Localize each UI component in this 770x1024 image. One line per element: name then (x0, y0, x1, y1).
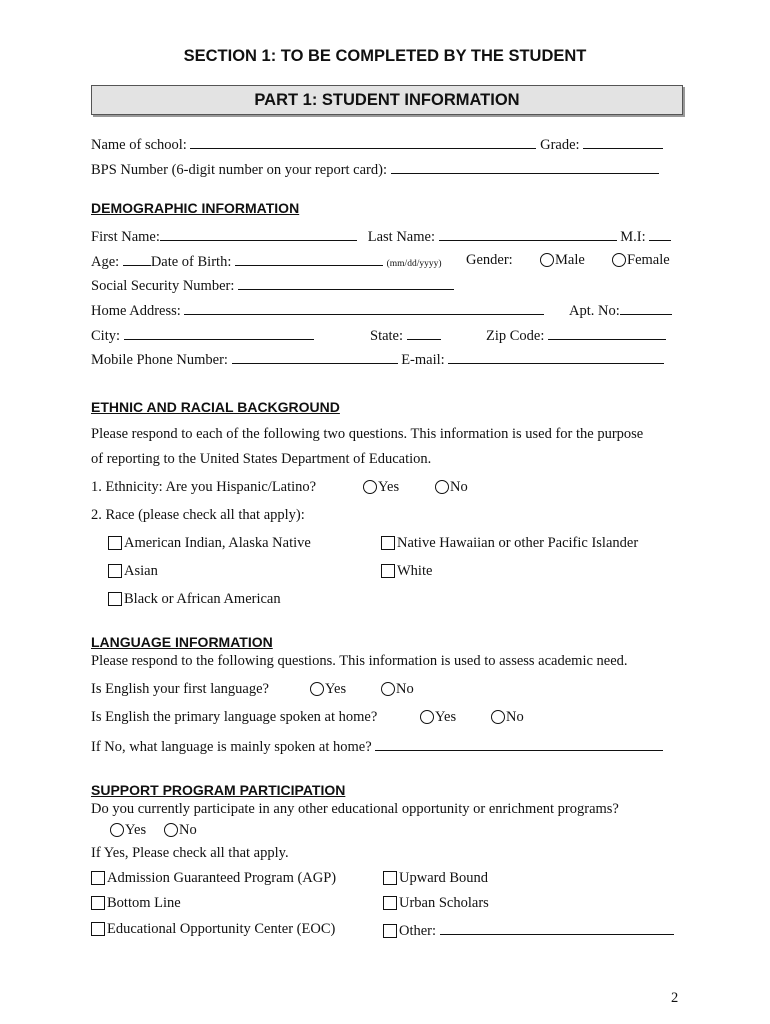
mi-field[interactable] (649, 227, 671, 241)
race-question: 2. Race (please check all that apply): (91, 507, 305, 523)
ethnic-intro-2: of reporting to the United States Department of Education. (91, 451, 432, 467)
ssn-label: Social Security Number: (91, 278, 235, 294)
apt-field[interactable] (620, 301, 672, 315)
ethnicity-no-radio-icon[interactable] (435, 480, 449, 494)
other-language-label: If No, what language is mainly spoken at home? (91, 739, 372, 755)
city-label: City: (91, 328, 121, 344)
checkbox-icon[interactable] (108, 592, 122, 606)
bps-label: BPS Number (6-digit number on your report card): (91, 162, 387, 178)
other-language-row (91, 737, 663, 756)
male-label: Male (555, 252, 585, 268)
school-name-label: Name of school: (91, 137, 187, 153)
age-dob-row (91, 252, 442, 271)
part-title: PART 1: STUDENT INFORMATION (254, 91, 520, 109)
race-option-label: Asian (124, 563, 158, 579)
mi-label: M.I: (620, 229, 646, 245)
dob-field[interactable] (235, 252, 383, 266)
ethnicity-yes-label: Yes (378, 479, 400, 495)
gender-male-option[interactable] (540, 252, 585, 269)
checkbox-icon[interactable] (381, 536, 395, 550)
state-row (370, 326, 441, 345)
checkbox-icon[interactable] (108, 536, 122, 550)
checkbox-icon[interactable] (91, 922, 105, 936)
female-label: Female (627, 252, 670, 268)
race-option-black[interactable] (108, 591, 281, 608)
email-field[interactable] (448, 350, 664, 364)
race-option-label: White (397, 563, 433, 579)
program-urban-scholars[interactable] (383, 895, 489, 912)
mobile-row (91, 350, 664, 369)
program-label: Educational Opportunity Center (EOC) (107, 921, 336, 937)
first-language-no-radio-icon[interactable] (381, 682, 395, 696)
program-label: Upward Bound (399, 870, 489, 886)
race-option-american-indian[interactable] (108, 535, 311, 552)
city-field[interactable] (124, 326, 314, 340)
apt-row (569, 301, 672, 320)
support-heading: SUPPORT PROGRAM PARTICIPATION (91, 782, 346, 798)
race-option-native-hawaiian[interactable] (381, 535, 638, 552)
state-field[interactable] (407, 326, 441, 340)
ethnic-intro-1: Please respond to each of the following two questions. This information is used for the purpose (91, 426, 644, 442)
home-language-question: Is English the primary language spoken at home? (91, 709, 378, 725)
program-agp[interactable] (91, 870, 336, 887)
apt-label: Apt. No: (569, 303, 620, 319)
grade-field[interactable] (583, 135, 663, 149)
support-yes-radio-icon[interactable] (110, 823, 124, 837)
gender-group (466, 252, 513, 269)
part-title-box (91, 85, 683, 115)
dob-format-hint: (mm/dd/yyyy) (386, 259, 442, 269)
gender-label: Gender: (466, 252, 513, 268)
program-label: Urban Scholars (399, 895, 489, 911)
support-no-option[interactable] (164, 822, 197, 839)
mobile-field[interactable] (232, 350, 398, 364)
last-name-field[interactable] (439, 227, 617, 241)
name-row (91, 227, 671, 246)
grade-label: Grade: (540, 137, 580, 153)
city-row (91, 326, 314, 345)
gender-female-option[interactable] (612, 252, 670, 269)
checkbox-icon[interactable] (108, 564, 122, 578)
section-title: SECTION 1: TO BE COMPLETED BY THE STUDENT (183, 47, 587, 65)
program-eoc[interactable] (91, 921, 335, 938)
first-language-yes-label: Yes (325, 681, 347, 697)
address-row (91, 301, 544, 320)
first-language-no-option[interactable] (381, 681, 414, 698)
first-name-label: First Name: (91, 229, 160, 245)
home-address-field[interactable] (184, 301, 544, 315)
female-radio-icon[interactable] (612, 253, 626, 267)
program-label: Bottom Line (107, 895, 181, 911)
school-row (91, 135, 663, 154)
checkbox-icon[interactable] (381, 564, 395, 578)
ethnicity-question: 1. Ethnicity: Are you Hispanic/Latino? (91, 479, 317, 495)
checkbox-icon[interactable] (383, 871, 397, 885)
zip-field[interactable] (548, 326, 666, 340)
first-name-field[interactable] (160, 227, 357, 241)
race-option-white[interactable] (381, 563, 432, 580)
checkbox-icon[interactable] (91, 871, 105, 885)
other-language-field[interactable] (375, 737, 663, 751)
program-other[interactable] (383, 921, 674, 940)
program-label: Other: (399, 923, 437, 939)
home-language-no-label: No (506, 709, 524, 725)
support-question: Do you currently participate in any other educational opportunity or enrichment programs? (91, 801, 619, 817)
program-bottom-line[interactable] (91, 895, 181, 912)
last-name-label: Last Name: (367, 229, 435, 245)
race-option-label: American Indian, Alaska Native (124, 535, 311, 551)
race-option-asian[interactable] (108, 563, 158, 580)
state-label: State: (370, 328, 404, 344)
home-language-yes-radio-icon[interactable] (420, 710, 434, 724)
home-language-no-radio-icon[interactable] (491, 710, 505, 724)
support-check-intro: If Yes, Please check all that apply. (91, 845, 289, 861)
race-option-label: Native Hawaiian or other Pacific Islander (397, 535, 639, 551)
ethnicity-no-label: No (450, 479, 468, 495)
home-language-yes-label: Yes (435, 709, 457, 725)
home-language-no-option[interactable] (491, 709, 524, 726)
language-heading: LANGUAGE INFORMATION (91, 634, 273, 650)
support-no-radio-icon[interactable] (164, 823, 178, 837)
ssn-row (91, 276, 454, 295)
bps-field[interactable] (391, 160, 659, 174)
bps-row (91, 160, 659, 179)
support-yes-label: Yes (125, 822, 147, 838)
first-language-no-label: No (396, 681, 414, 697)
ethnic-heading: ETHNIC AND RACIAL BACKGROUND (91, 399, 340, 415)
email-label: E-mail: (401, 352, 445, 368)
ethnicity-no-option[interactable] (435, 479, 468, 496)
male-radio-icon[interactable] (540, 253, 554, 267)
age-label: Age: (91, 254, 120, 270)
first-language-question: Is English your first language? (91, 681, 269, 697)
ethnicity-yes-radio-icon[interactable] (363, 480, 377, 494)
mobile-label: Mobile Phone Number: (91, 352, 228, 368)
program-other-field[interactable] (440, 921, 674, 935)
page-number: 2 (671, 990, 679, 1006)
school-name-field[interactable] (190, 135, 536, 149)
zip-label: Zip Code: (486, 328, 545, 344)
zip-row (486, 326, 666, 345)
checkbox-icon[interactable] (91, 896, 105, 910)
support-yes-option[interactable] (110, 822, 146, 839)
first-language-yes-option[interactable] (310, 681, 346, 698)
support-no-label: No (179, 822, 197, 838)
age-field[interactable] (123, 252, 151, 266)
home-language-yes-option[interactable] (420, 709, 456, 726)
demographic-heading: DEMOGRAPHIC INFORMATION (91, 200, 300, 216)
home-address-label: Home Address: (91, 303, 181, 319)
checkbox-icon[interactable] (383, 924, 397, 938)
dob-label: Date of Birth: (150, 254, 232, 270)
checkbox-icon[interactable] (383, 896, 397, 910)
race-option-label: Black or African American (124, 591, 281, 607)
ssn-field[interactable] (238, 276, 454, 290)
program-label: Admission Guaranteed Program (AGP) (107, 870, 337, 886)
ethnicity-yes-option[interactable] (363, 479, 399, 496)
language-intro: Please respond to the following questions. This information is used to assess academic need. (91, 653, 628, 669)
first-language-yes-radio-icon[interactable] (310, 682, 324, 696)
program-upward-bound[interactable] (383, 870, 488, 887)
